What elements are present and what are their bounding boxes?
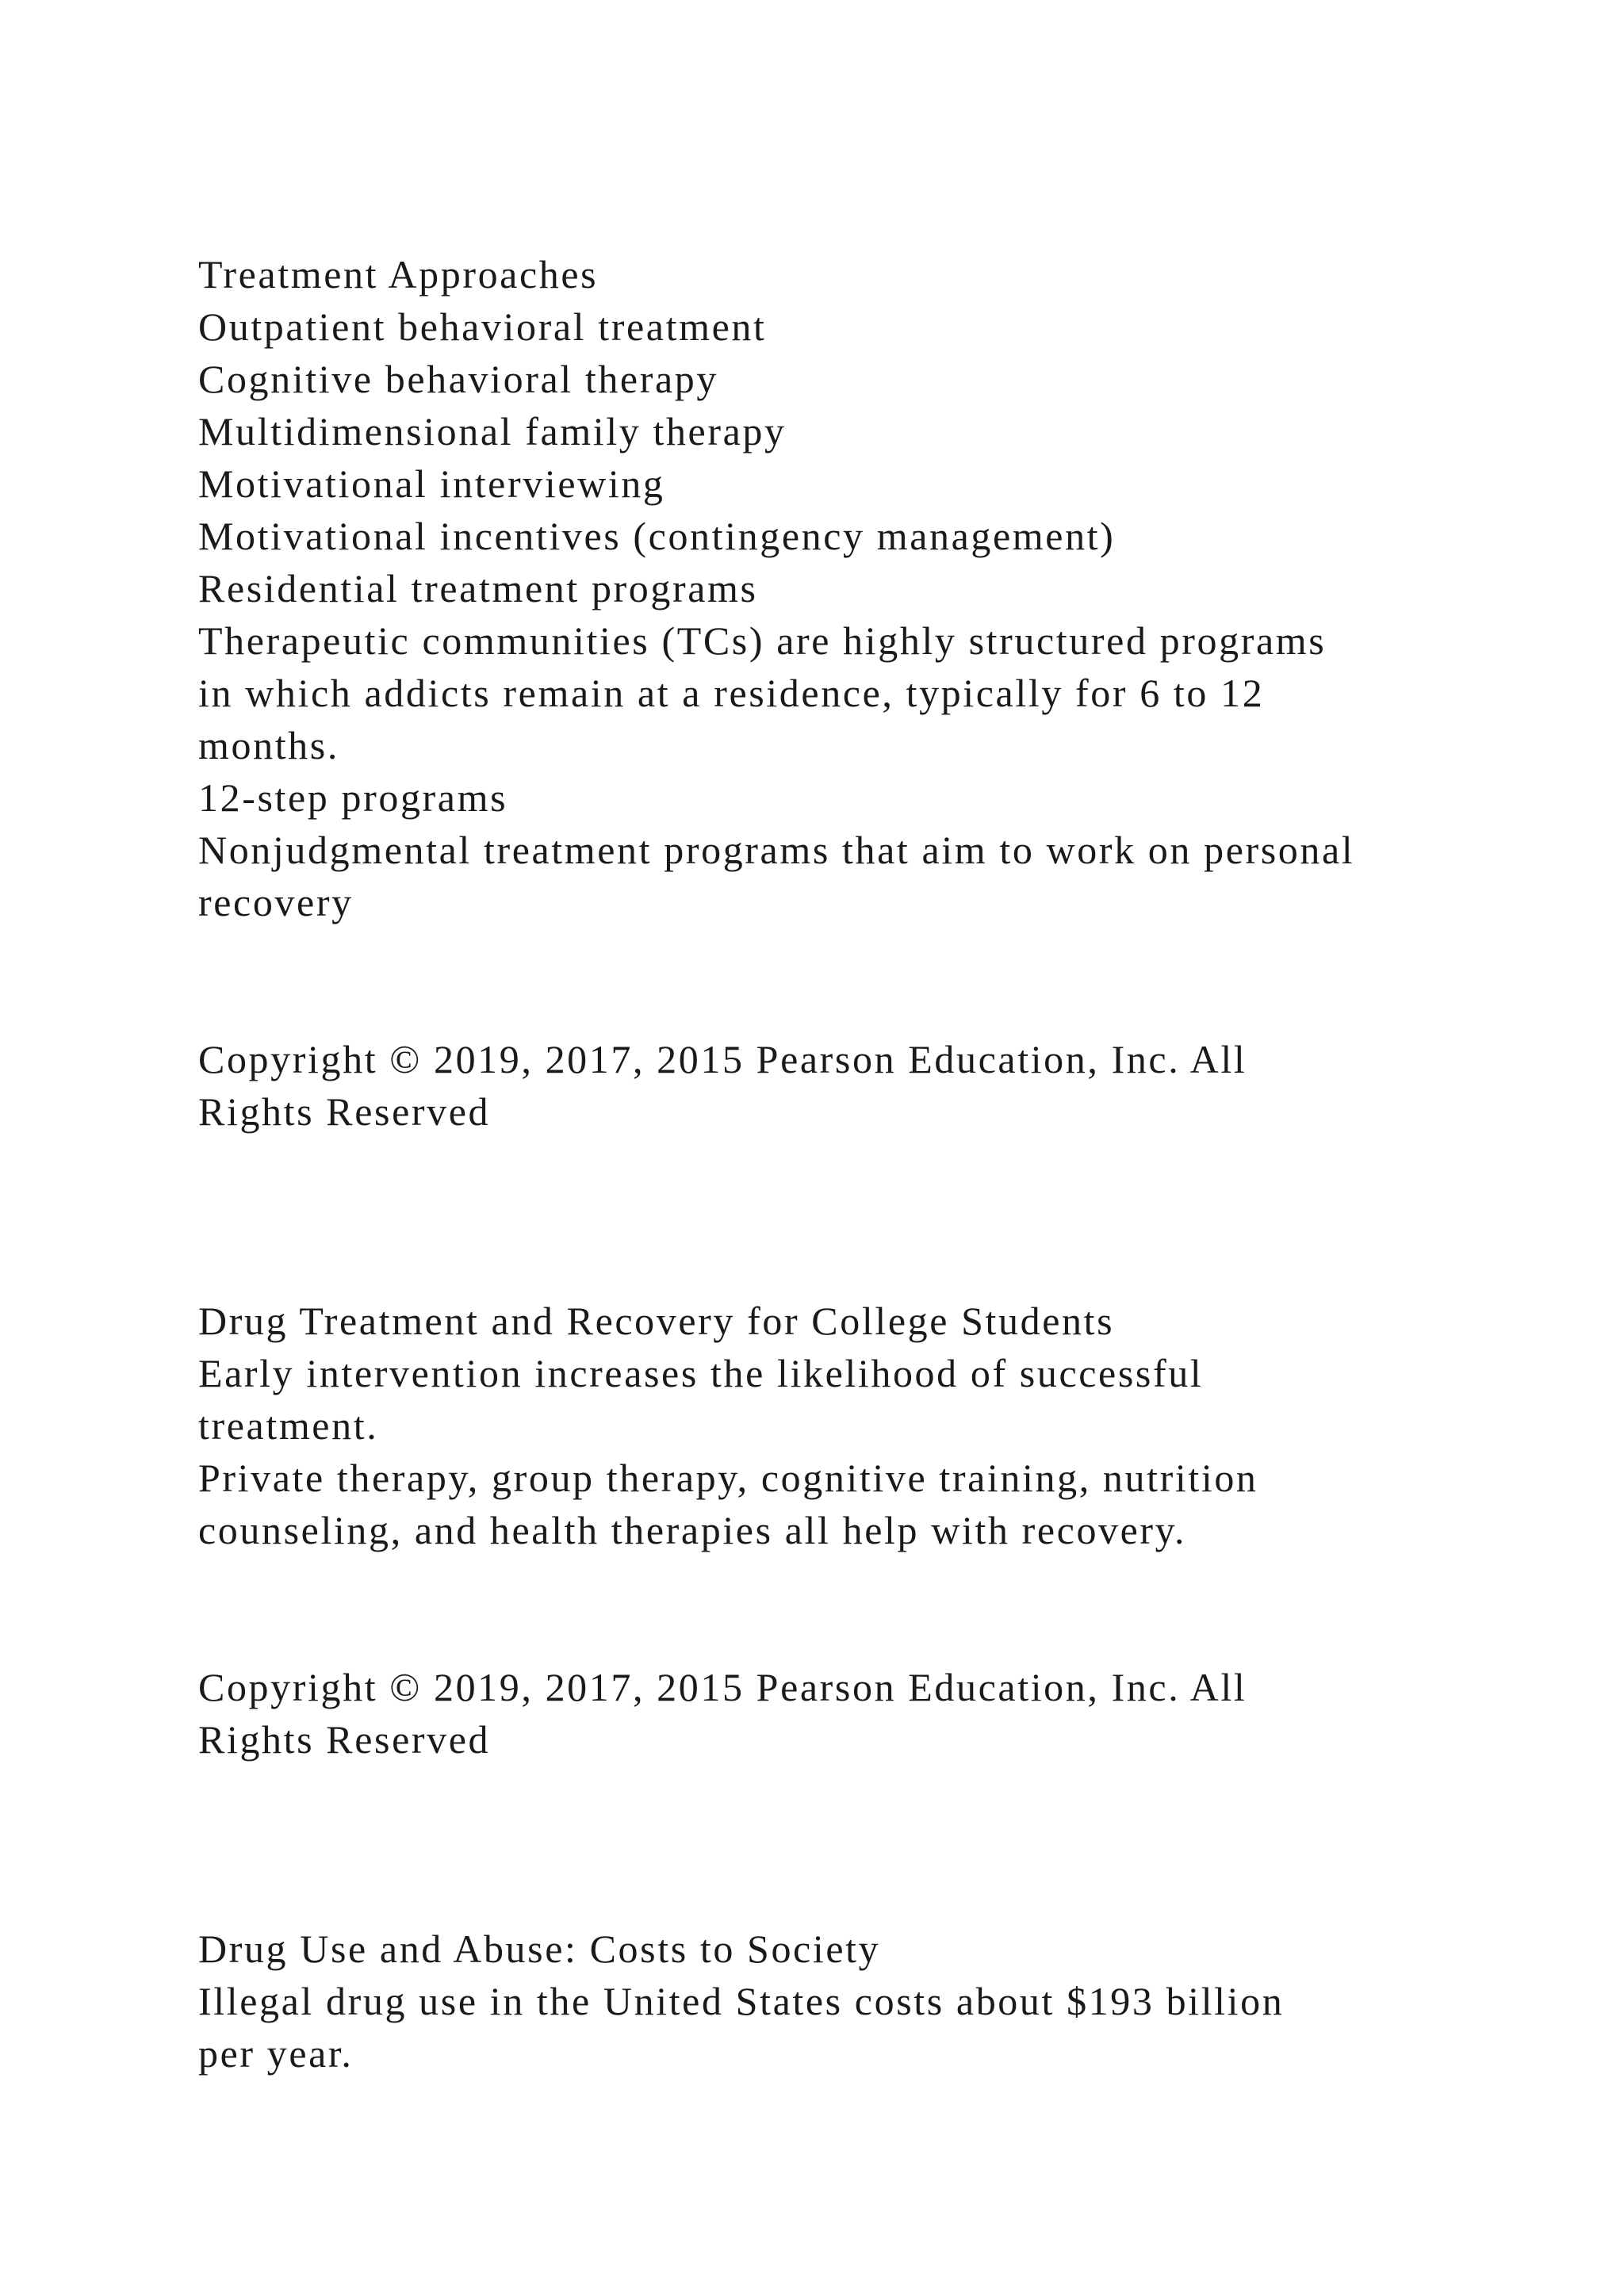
text-line: Motivational incentives (contingency management) <box>198 514 1116 558</box>
text-line: treatment. <box>198 1403 379 1448</box>
text-line: 12-step programs <box>198 775 508 820</box>
text-line: per year. <box>198 2031 354 2076</box>
text-line: recovery <box>198 880 354 924</box>
text-line: Multidimensional family therapy <box>198 409 787 453</box>
text-line: months. <box>198 723 339 767</box>
text-line: Nonjudgmental treatment programs that aim to work on personal <box>198 828 1355 872</box>
costs-to-society-section <box>198 1923 1507 2080</box>
treatment-approaches-section <box>198 248 1507 928</box>
text-line: Motivational interviewing <box>198 461 665 506</box>
text-line: Illegal drug use in the United States costs about $193 billion <box>198 1979 1285 2023</box>
copyright-notice <box>198 1033 1507 1138</box>
text-line: Therapeutic communities (TCs) are highly structured programs <box>198 618 1327 663</box>
text-line: Cognitive behavioral therapy <box>198 357 718 401</box>
copyright-line: Copyright © 2019, 2017, 2015 Pearson Education, Inc. All <box>198 1037 1247 1081</box>
copyright-line: Rights Reserved <box>198 1717 491 1762</box>
text-line: Outpatient behavioral treatment <box>198 304 767 349</box>
copyright-notice <box>198 1661 1507 1766</box>
section-heading: Treatment Approaches <box>198 252 599 297</box>
text-line: Residential treatment programs <box>198 566 758 610</box>
copyright-line: Copyright © 2019, 2017, 2015 Pearson Education, Inc. All <box>198 1665 1247 1709</box>
college-treatment-section <box>198 1295 1507 1556</box>
text-line: Private therapy, group therapy, cognitive training, nutrition <box>198 1456 1258 1500</box>
text-line: Early intervention increases the likelihood of successful <box>198 1351 1204 1395</box>
copyright-line: Rights Reserved <box>198 1089 491 1134</box>
section-heading: Drug Treatment and Recovery for College Students <box>198 1299 1115 1343</box>
text-line: in which addicts remain at a residence, typically for 6 to 12 <box>198 671 1265 715</box>
text-line: counseling, and health therapies all help with recovery. <box>198 1508 1187 1552</box>
section-heading: Drug Use and Abuse: Costs to Society <box>198 1927 881 1971</box>
